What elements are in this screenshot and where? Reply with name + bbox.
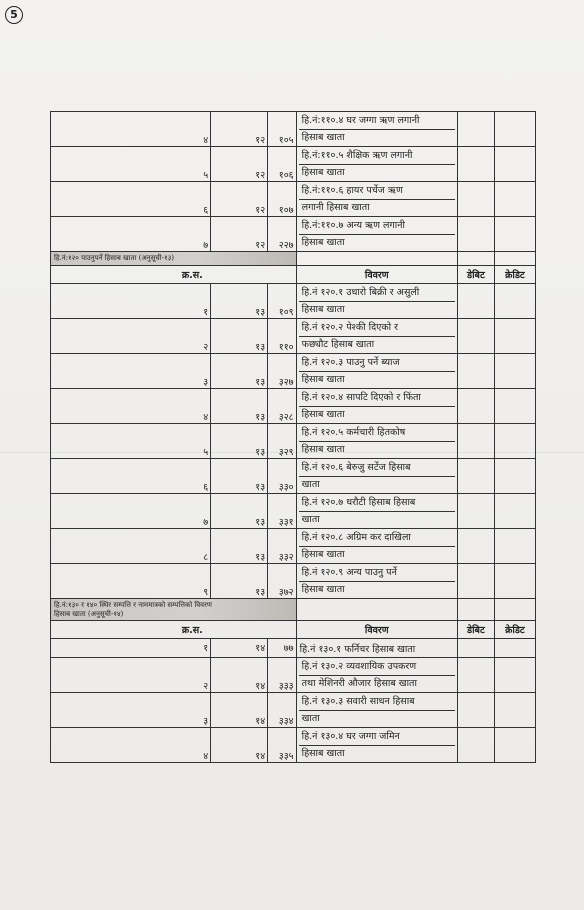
description-line: खाता bbox=[301, 514, 320, 525]
column-header-description: विवरण bbox=[296, 266, 457, 284]
table-row bbox=[51, 182, 536, 217]
description-line: फछ्यौट हिसाब खाता bbox=[301, 339, 375, 350]
debit-cell bbox=[457, 389, 494, 424]
description-line: हिसाब खाता bbox=[301, 132, 345, 143]
table-row bbox=[51, 658, 536, 693]
account-description bbox=[296, 112, 457, 147]
description-line: खाता bbox=[301, 479, 320, 490]
debit-cell bbox=[457, 182, 494, 217]
schedule-number: १२ bbox=[211, 147, 268, 182]
account-description bbox=[296, 494, 457, 529]
table-row bbox=[51, 494, 536, 529]
schedule-number: १२ bbox=[211, 112, 268, 147]
description-line: हिसाब खाता bbox=[301, 374, 345, 385]
account-code: ३७२ bbox=[268, 564, 296, 599]
description-line: हि.नं:११०.६ हायर पर्चेज ऋण bbox=[299, 182, 455, 200]
section-header-row bbox=[51, 252, 536, 266]
description-line: हि.नं १२०.७ धरौटी हिसाब हिसाब bbox=[299, 494, 455, 512]
description-line: हि.नं:११०.४ घर जग्गा ऋण लगानी bbox=[299, 112, 455, 130]
serial-number: ५ bbox=[51, 147, 211, 182]
schedule-number: १३ bbox=[211, 319, 268, 354]
account-code: ३२९ bbox=[268, 424, 296, 459]
description-line: हिसाब खाता bbox=[301, 549, 345, 560]
description-line: लगानी हिसाब खाता bbox=[301, 202, 370, 213]
account-code: १०७ bbox=[268, 182, 296, 217]
description-line: हिसाब खाता bbox=[301, 748, 345, 759]
account-code: ३३३ bbox=[268, 658, 296, 693]
description-line: हिसाब खाता bbox=[301, 237, 345, 248]
debit-cell bbox=[457, 354, 494, 389]
schedule-number: १४ bbox=[211, 658, 268, 693]
debit-cell bbox=[457, 494, 494, 529]
column-header-description: विवरण bbox=[296, 621, 457, 639]
debit-cell bbox=[457, 112, 494, 147]
schedule-number: १३ bbox=[211, 284, 268, 319]
table-row bbox=[51, 459, 536, 494]
account-code: ३२८ bbox=[268, 389, 296, 424]
schedule-number: १३ bbox=[211, 564, 268, 599]
table-row bbox=[51, 112, 536, 147]
description-line: हि.नं १२०.६ बेरुजु सर्टेज हिसाब bbox=[299, 459, 455, 477]
table-row bbox=[51, 389, 536, 424]
column-header-credit: क्रेडिट bbox=[494, 621, 535, 639]
description-line: हिसाब खाता bbox=[301, 304, 345, 315]
credit-cell bbox=[494, 728, 535, 763]
serial-number: ५ bbox=[51, 424, 211, 459]
table-row bbox=[51, 354, 536, 389]
serial-number: ९ bbox=[51, 564, 211, 599]
credit-cell bbox=[494, 182, 535, 217]
serial-number: ४ bbox=[51, 112, 211, 147]
account-description bbox=[296, 147, 457, 182]
description-line: खाता bbox=[301, 713, 320, 724]
description-line: हि.नं:११०.५ शैक्षिक ऋण लगानी bbox=[299, 147, 455, 165]
debit-cell bbox=[457, 529, 494, 564]
page-number: 5 bbox=[5, 6, 23, 24]
description-line: हि.नं:११०.७ अन्य ऋण लगानी bbox=[299, 217, 455, 235]
description-line: हिसाब खाता bbox=[301, 167, 345, 178]
account-description bbox=[296, 284, 457, 319]
account-description bbox=[296, 319, 457, 354]
account-code: ३३२ bbox=[268, 529, 296, 564]
description-line: हि.नं १३०.४ घर जग्गा जमिन bbox=[299, 728, 455, 746]
credit-cell bbox=[494, 658, 535, 693]
schedule-number: १३ bbox=[211, 529, 268, 564]
credit-cell bbox=[494, 284, 535, 319]
account-code: १०९ bbox=[268, 284, 296, 319]
serial-number: १ bbox=[51, 639, 211, 658]
schedule-number: १३ bbox=[211, 494, 268, 529]
debit-cell bbox=[457, 319, 494, 354]
schedule-number: १४ bbox=[211, 639, 268, 658]
description-line: हि.नं १३०.२ व्यवशायिक उपकरण bbox=[299, 658, 455, 676]
serial-number: ४ bbox=[51, 728, 211, 763]
table-row bbox=[51, 217, 536, 252]
serial-number: ७ bbox=[51, 494, 211, 529]
credit-cell bbox=[494, 112, 535, 147]
column-header-debit: डेबिट bbox=[457, 621, 494, 639]
description-line: हि.नं १२०.१ उधारो बिक्री र असुली bbox=[299, 284, 455, 302]
serial-number: ४ bbox=[51, 389, 211, 424]
schedule-number: १२ bbox=[211, 182, 268, 217]
debit-cell bbox=[457, 217, 494, 252]
section-header-row bbox=[51, 599, 536, 621]
credit-cell bbox=[494, 389, 535, 424]
description-line: हि.नं १२०.८ अग्रिम कर दाखिला bbox=[299, 529, 455, 547]
section-title-line: हिसाब खाता (अनुसूची-१४) bbox=[54, 609, 124, 618]
debit-cell bbox=[457, 459, 494, 494]
description-line: हिसाब खाता bbox=[301, 444, 345, 455]
description-line: हि.नं १२०.३ पाउनु पर्ने ब्याज bbox=[299, 354, 455, 372]
ledger-table bbox=[50, 111, 536, 763]
column-header-row bbox=[51, 266, 536, 284]
serial-number: ६ bbox=[51, 459, 211, 494]
account-description bbox=[296, 728, 457, 763]
debit-cell bbox=[457, 284, 494, 319]
section-title-line: हि.नं:१३० र १४० स्थिर सम्पत्ति र नाममात्रको सम्पत्तिको विवरण bbox=[54, 600, 212, 609]
schedule-number: १३ bbox=[211, 459, 268, 494]
credit-cell bbox=[494, 459, 535, 494]
table-row bbox=[51, 424, 536, 459]
column-header-debit: डेबिट bbox=[457, 266, 494, 284]
credit-cell bbox=[494, 494, 535, 529]
credit-cell bbox=[494, 217, 535, 252]
account-description: हि.नं १३०.१ फर्निचर हिसाब खाता bbox=[296, 639, 457, 658]
table-row bbox=[51, 284, 536, 319]
account-code: १०६ bbox=[268, 147, 296, 182]
column-header-row bbox=[51, 621, 536, 639]
debit-cell bbox=[457, 639, 494, 658]
column-header-sn: क्र.स. bbox=[51, 266, 297, 284]
table-row bbox=[51, 319, 536, 354]
serial-number: ३ bbox=[51, 354, 211, 389]
schedule-number: १३ bbox=[211, 354, 268, 389]
description-line: हि.नं १२०.५ कर्मचारी हितकोष bbox=[299, 424, 455, 442]
description-line: हि.नं १३०.३ सवारी साधन हिसाब bbox=[299, 693, 455, 711]
schedule-number: १३ bbox=[211, 424, 268, 459]
table-row bbox=[51, 639, 536, 658]
account-code: ३३० bbox=[268, 459, 296, 494]
description-line: हिसाब खाता bbox=[301, 584, 345, 595]
credit-cell bbox=[494, 354, 535, 389]
schedule-number: १३ bbox=[211, 389, 268, 424]
debit-cell bbox=[457, 658, 494, 693]
description-line: हिसाब खाता bbox=[301, 409, 345, 420]
column-header-sn: क्र.स. bbox=[51, 621, 297, 639]
account-description bbox=[296, 564, 457, 599]
debit-cell bbox=[457, 424, 494, 459]
table-row bbox=[51, 564, 536, 599]
credit-cell bbox=[494, 529, 535, 564]
serial-number: १ bbox=[51, 284, 211, 319]
account-code: ७७ bbox=[268, 639, 296, 658]
table-row bbox=[51, 147, 536, 182]
credit-cell bbox=[494, 564, 535, 599]
credit-cell bbox=[494, 693, 535, 728]
serial-number: ७ bbox=[51, 217, 211, 252]
account-description bbox=[296, 217, 457, 252]
description-line: तथा मेशिनरी औजार हिसाब खाता bbox=[301, 678, 417, 689]
table-row bbox=[51, 529, 536, 564]
account-description bbox=[296, 529, 457, 564]
serial-number: ६ bbox=[51, 182, 211, 217]
account-description bbox=[296, 424, 457, 459]
account-description bbox=[296, 459, 457, 494]
description-line: हि.नं १२०.२ पेश्की दिएको र bbox=[299, 319, 455, 337]
description-line: हि.नं १२०.९ अन्य पाउनु पर्ने bbox=[299, 564, 455, 582]
serial-number: ३ bbox=[51, 693, 211, 728]
account-code: ३३५ bbox=[268, 728, 296, 763]
column-header-credit: क्रेडिट bbox=[494, 266, 535, 284]
account-description bbox=[296, 354, 457, 389]
schedule-number: १२ bbox=[211, 217, 268, 252]
schedule-number: १४ bbox=[211, 693, 268, 728]
account-code: ३२७ bbox=[268, 354, 296, 389]
section-title bbox=[51, 599, 297, 621]
account-description bbox=[296, 658, 457, 693]
account-description bbox=[296, 693, 457, 728]
account-description bbox=[296, 389, 457, 424]
account-code: ३३१ bbox=[268, 494, 296, 529]
credit-cell bbox=[494, 639, 535, 658]
account-code: २२७ bbox=[268, 217, 296, 252]
section-title: हि.नं:१२० पाउनुपर्ने हिसाब खाता (अनुसूची-१३) bbox=[51, 252, 297, 266]
credit-cell bbox=[494, 147, 535, 182]
serial-number: २ bbox=[51, 658, 211, 693]
table-row bbox=[51, 728, 536, 763]
debit-cell bbox=[457, 564, 494, 599]
credit-cell bbox=[494, 319, 535, 354]
account-code: १०५ bbox=[268, 112, 296, 147]
schedule-number: १४ bbox=[211, 728, 268, 763]
serial-number: ८ bbox=[51, 529, 211, 564]
description-line: हि.नं १२०.४ सापटि दिएको र फिंता bbox=[299, 389, 455, 407]
account-code: ३३४ bbox=[268, 693, 296, 728]
debit-cell bbox=[457, 728, 494, 763]
credit-cell bbox=[494, 424, 535, 459]
table-row bbox=[51, 693, 536, 728]
account-description bbox=[296, 182, 457, 217]
debit-cell bbox=[457, 693, 494, 728]
account-code: ११० bbox=[268, 319, 296, 354]
serial-number: २ bbox=[51, 319, 211, 354]
debit-cell bbox=[457, 147, 494, 182]
